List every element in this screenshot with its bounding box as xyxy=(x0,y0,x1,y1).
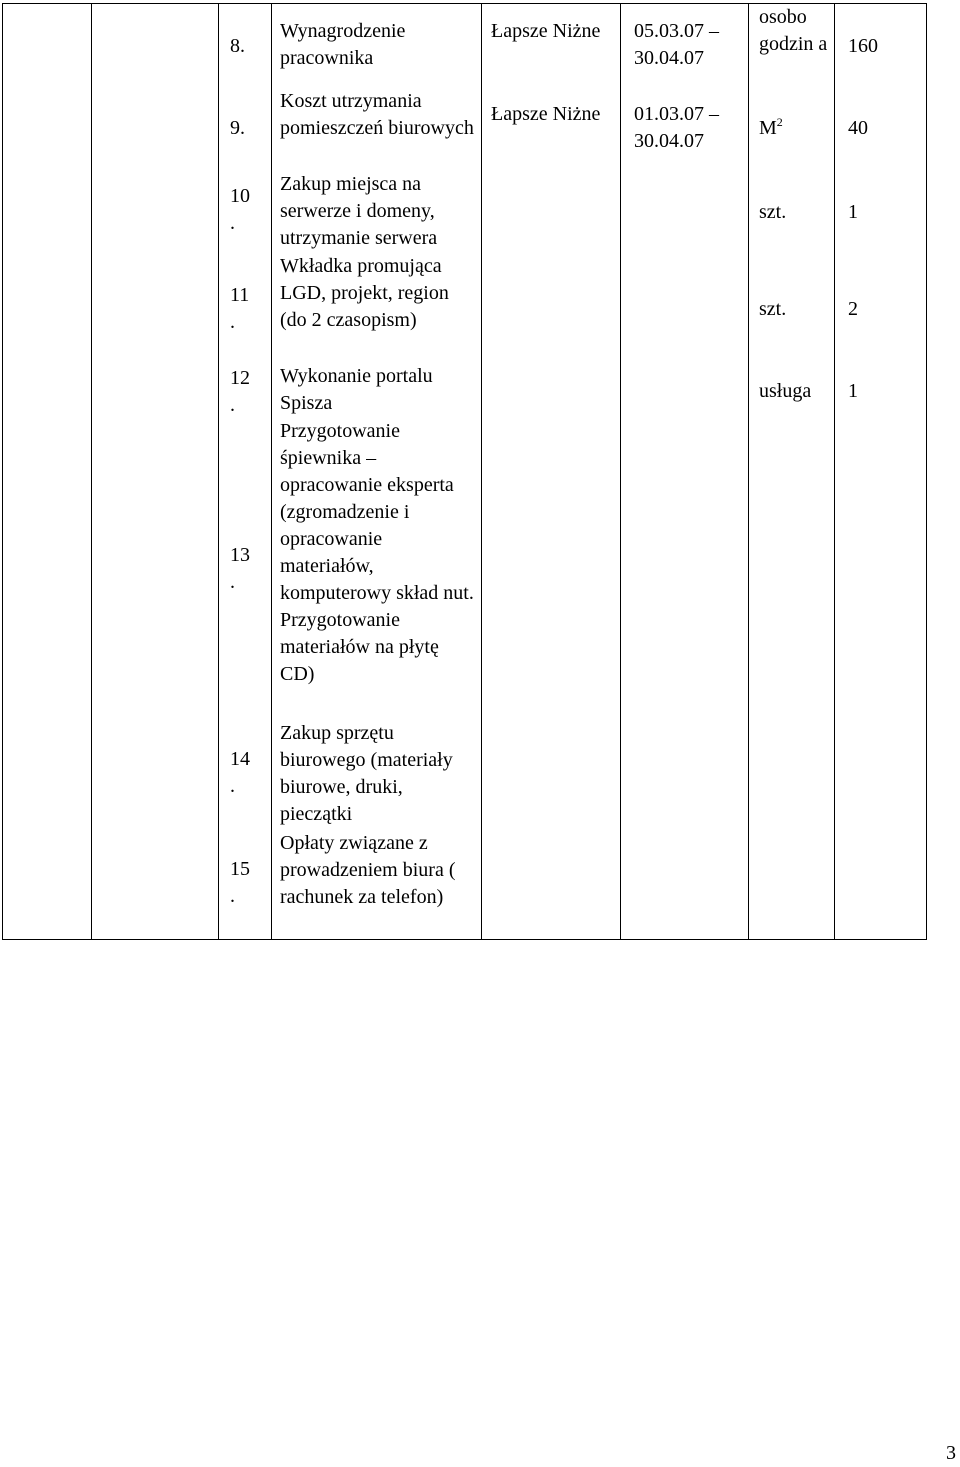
item-description: Zakup sprzętu biurowego (materiały biurowe, druki, pieczątki xyxy=(280,722,453,825)
row-number: 11 . xyxy=(230,284,250,333)
column-divider xyxy=(481,3,482,940)
column-divider xyxy=(271,3,272,940)
item-description: Zakup miejsca na serwerze i domeny, utrzymanie serwera xyxy=(280,173,438,249)
date-range: 05.03.07 – 30.04.07 xyxy=(634,20,719,69)
item-description: Przygotowanie śpiewnika – opracowanie eksperta (zgromadzenie i opracowanie materiałów, komputerowy skład nut. Przygotowanie materiałów na płytę CD) xyxy=(280,420,474,685)
column-divider xyxy=(91,3,92,940)
unit-cell: $M^2$ xyxy=(759,115,783,139)
quantity-cell: 160 xyxy=(848,35,878,57)
item-description: Koszt utrzymania pomieszczeń biurowych xyxy=(280,90,474,139)
page-number: 3 xyxy=(946,1442,956,1464)
quantity-cell: 1 xyxy=(848,380,858,402)
item-description: Wkładka promująca LGD, projekt, region (do 2 czasopism) xyxy=(280,255,449,331)
item-description: Opłaty związane z prowadzeniem biura ( rachunek za telefon) xyxy=(280,832,456,908)
unit-cell: szt. xyxy=(759,201,787,223)
quantity-cell: 2 xyxy=(848,298,858,320)
row-number: 13 . xyxy=(230,544,250,593)
quantity-cell: 1 xyxy=(848,201,858,223)
column-divider xyxy=(218,3,219,940)
place-cell: Łapsze Niżne xyxy=(491,20,601,42)
column-divider xyxy=(748,3,749,940)
row-number: 14 . xyxy=(230,748,250,797)
place-cell: Łapsze Niżne xyxy=(491,103,601,125)
row-number: 8. xyxy=(230,35,245,57)
column-divider xyxy=(834,3,835,940)
unit-cell: usługa xyxy=(759,380,812,402)
unit-cell: szt. xyxy=(759,298,787,320)
item-description: Wykonanie portalu Spisza xyxy=(280,365,433,414)
quantity-cell: 40 xyxy=(848,117,868,139)
item-description: Wynagrodzenie pracownika xyxy=(280,20,406,69)
column-divider xyxy=(620,3,621,940)
row-number: 10 . xyxy=(230,185,250,234)
date-range: 01.03.07 – 30.04.07 xyxy=(634,103,719,152)
unit-cell: osobo godzin a xyxy=(759,6,828,55)
row-number: 15 . xyxy=(230,858,250,907)
row-number: 12 . xyxy=(230,367,250,416)
row-number: 9. xyxy=(230,117,245,139)
